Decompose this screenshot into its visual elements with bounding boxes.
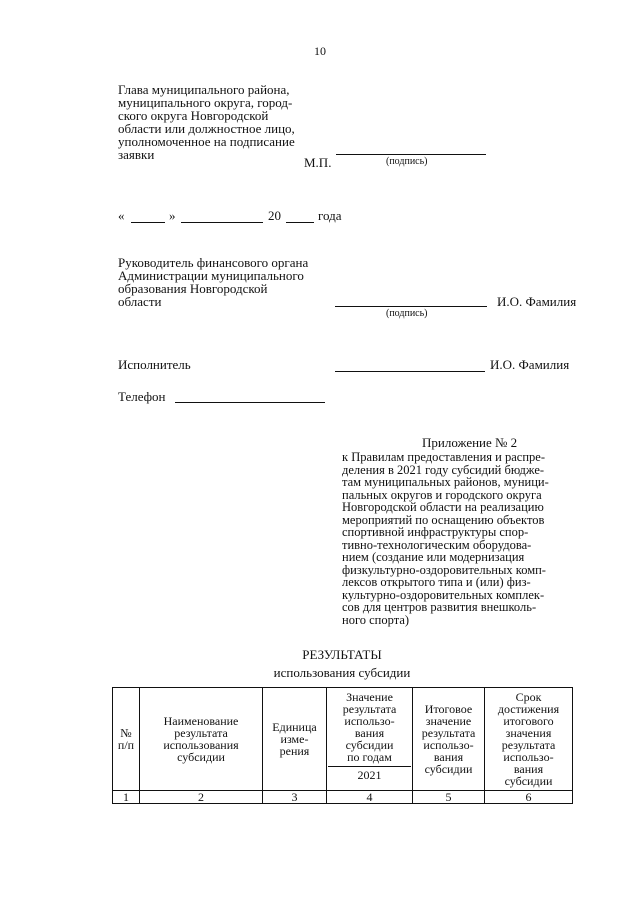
header-result-name: Наименование результата использования субсидии: [140, 688, 263, 791]
appendix-line: там муниципальных районов, муници-: [342, 475, 549, 489]
appendix-line: Новгородской области на реализацию: [342, 500, 544, 514]
header-deadline: Срок достижения итогового значения результата использо- вания субсидии: [485, 688, 573, 791]
date-open-quote: «: [118, 208, 125, 223]
head-signature-caption: (подпись): [386, 156, 428, 167]
executor-line: [335, 371, 485, 372]
column-number-2: 2: [140, 791, 263, 804]
date-close-quote: »: [169, 208, 176, 223]
executor-name: И.О. Фамилия: [490, 357, 570, 372]
appendix-title: Приложение № 2: [422, 435, 518, 450]
results-title: РЕЗУЛЬТАТЫ: [302, 647, 382, 662]
appendix-line: деления в 2021 году субсидий бюдже-: [342, 462, 545, 477]
appendix-line: мероприятий по оснащению объектов: [342, 512, 545, 527]
finance-line: области: [118, 294, 162, 309]
appendix-line: тивно-технологическим оборудова-: [342, 537, 532, 552]
phone-label: Телефон: [118, 389, 166, 404]
head-line: уполномоченное на подписание: [118, 134, 295, 149]
finance-signature-line: [335, 306, 487, 307]
column-number-4: 4: [327, 791, 413, 804]
results-subtitle: использования субсидии: [273, 665, 411, 680]
appendix-line: спортивной инфраструктуры спор-: [342, 525, 529, 539]
appendix-line: культурно-оздоровительных комплек-: [342, 587, 545, 602]
date-year-blank: [286, 222, 314, 223]
column-number-1: 1: [113, 791, 140, 804]
column-number-3: 3: [263, 791, 327, 804]
head-line: заявки: [118, 147, 155, 162]
appendix-text: [342, 451, 602, 626]
table-row: [113, 791, 573, 804]
column-number-6: 6: [485, 791, 573, 804]
executor-label: Исполнитель: [118, 357, 191, 372]
date-year-prefix: 20: [268, 208, 281, 223]
table-header-row: [113, 688, 573, 791]
head-title-block: [118, 83, 338, 161]
date-day-blank: [131, 222, 165, 223]
appendix-line: ного спорта): [342, 612, 410, 627]
header-number: № п/п: [113, 688, 140, 791]
mp-label: М.П.: [304, 155, 332, 170]
appendix-line: сов для центров развития внешколь-: [342, 600, 537, 614]
finance-head-block: [118, 256, 348, 308]
results-table: [112, 687, 573, 804]
head-line: ского округа Новгородской: [118, 108, 269, 123]
date-year-suffix: года: [318, 208, 342, 223]
finance-line: Администрации муниципального: [118, 268, 304, 283]
finance-line: Руководитель финансового органа: [118, 255, 309, 270]
appendix-line: к Правилам предоставления и распре-: [342, 450, 545, 464]
head-signature-line: [336, 154, 486, 155]
header-unit: Единица изме- рения: [263, 688, 327, 791]
date-month-blank: [181, 222, 263, 223]
header-value-by-year: Значение результата использо- вания субсидии по годам 2021: [327, 688, 413, 791]
phone-line: [175, 402, 325, 403]
header-final-value: Итоговое значение результата использо- вания субсидии: [413, 688, 485, 791]
finance-signature-caption: (подпись): [386, 308, 428, 319]
page-number: 10: [314, 44, 326, 58]
finance-name: И.О. Фамилия: [497, 294, 577, 309]
head-line: муниципального округа, город-: [118, 95, 293, 110]
appendix-line: пальных округов и городского округа: [342, 487, 542, 502]
header-year: 2021: [328, 766, 411, 781]
finance-line: образования Новгородской: [118, 281, 268, 296]
appendix-line: лексов открытого типа и (или) физ-: [342, 575, 531, 589]
appendix-line: физкультурно-оздоровительных комп-: [342, 562, 546, 577]
date-line: [118, 208, 125, 224]
column-number-5: 5: [413, 791, 485, 804]
appendix-line: нием (создание или модернизация: [342, 550, 525, 564]
head-line: области или должностное лицо,: [118, 121, 295, 136]
head-line: Глава муниципального района,: [118, 82, 290, 97]
